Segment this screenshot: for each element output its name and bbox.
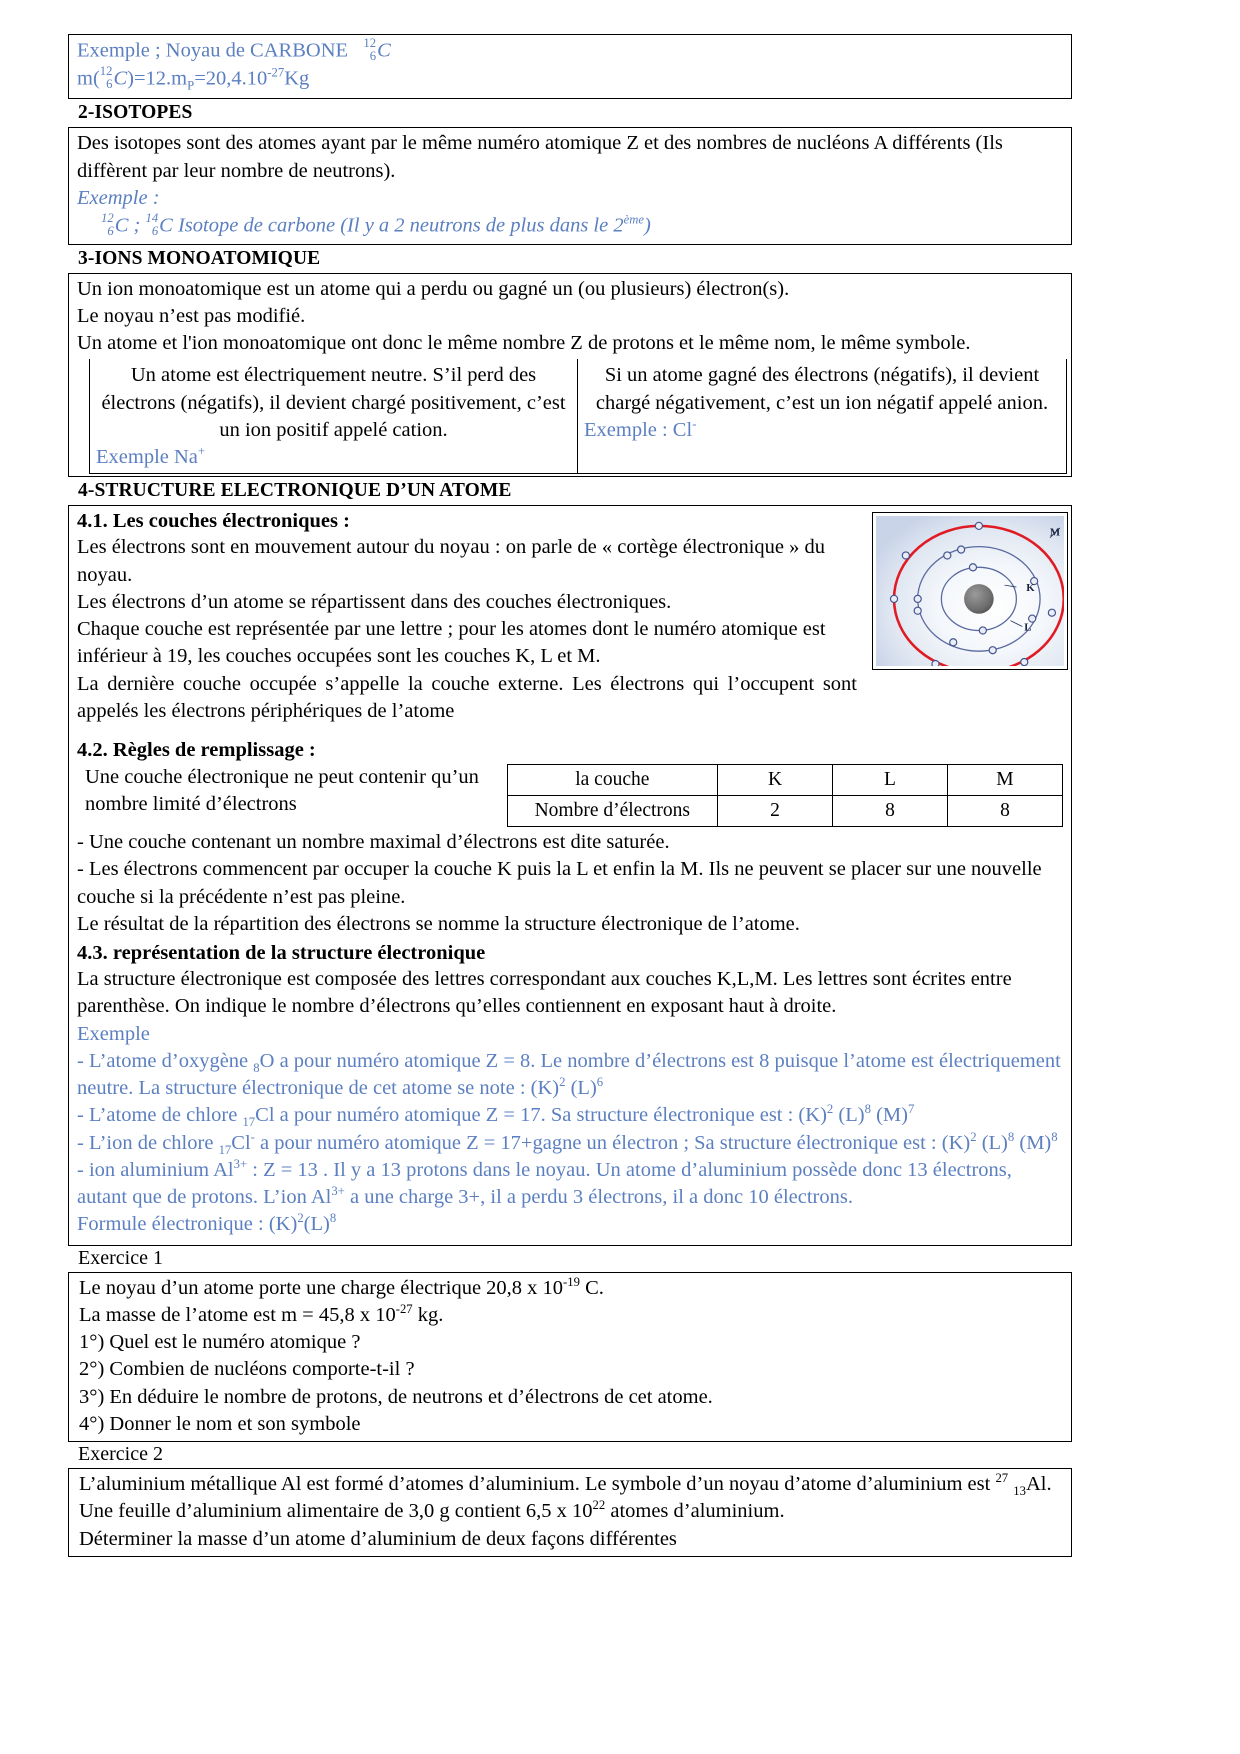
subsection-4-1 — [77, 510, 857, 725]
isotopes-box — [68, 127, 1072, 244]
isotopes-example — [77, 212, 1063, 240]
carbon-example-line2 — [77, 65, 1063, 93]
s43-formula-line: Formule électronique : $(K)^2(L)^8$ — [77, 1211, 337, 1236]
carbon-example-text: Exemple ; Noyau de CARBONE — [77, 39, 349, 62]
anion-description: Si un atome gagné des électrons (négatifs), il devient chargé négativement, c’est un ion négatif appelé anion. — [595, 364, 1049, 414]
atom-figure-canvas — [876, 516, 1064, 666]
carbon-symbol-2: C — [113, 67, 128, 90]
aluminium-charge-1: 3+ — [233, 1157, 248, 1172]
ion-same-symbol-note: Un atome et l'ion monoatomique ont donc le même nombre Z de protons et le même nom, le même symbole. — [77, 332, 971, 355]
ordinal-suffix: ème — [623, 212, 645, 227]
carbon-14-numbers: 14 6 — [145, 211, 159, 239]
s41-p4: La dernière couche occupée s’appelle la couche externe. Les électrons qui l’occupent sont appelés les électrons périphériques de l’atome — [77, 672, 857, 722]
mass-exponent-ex1: -27 — [395, 1302, 413, 1317]
avogadro-exponent: 22 — [592, 1498, 606, 1513]
section-heading-isotopes: 2-ISOTOPES — [78, 102, 193, 124]
isotope-example-text: Isotope de carbone (Il y a 2 neutrons de plus dans le 2 — [172, 214, 624, 237]
s43-example-label: Exemple — [77, 1022, 150, 1045]
ex1-q3: 3°) En déduire le nombre de protons, de neutrons et d’électrons de cet atome. — [79, 1385, 713, 1408]
label-l: L — [1024, 621, 1032, 634]
ex1-q2: 2°) Combien de nucléons comporte-t-il ? — [79, 1358, 415, 1381]
chlorine-z: 17 — [242, 1115, 256, 1130]
atom-shells-figure — [872, 512, 1068, 670]
aluminium-atomic-number: 13 — [1013, 1484, 1026, 1499]
cation-cell — [90, 359, 578, 473]
subsection-4-2-title: 4.2. Règles de remplissage : — [77, 739, 316, 762]
table-row — [507, 765, 1062, 796]
s41-p2: Les électrons d’un atome se répartissent dans des couches électroniques. — [77, 590, 672, 613]
nucleus — [964, 585, 994, 615]
exercice-2-label: Exercice 2 — [78, 1443, 163, 1466]
table-row — [507, 796, 1062, 827]
cation-charge: + — [197, 444, 206, 459]
cation-anion-table — [89, 359, 1067, 474]
ex1-line1: Le noyau d’un atome porte une charge électrique 20,8 x $10^{-19}$ C. — [79, 1274, 604, 1299]
carbon-symbol: C — [377, 39, 391, 62]
section-heading-structure: 4-STRUCTURE ELECTRONIQUE D’UN ATOME — [78, 480, 512, 502]
s42-b2: - Les électrons commencent par occuper la couche K puis la L et enfin la M. Ils ne peuvent se placer sur une nouvelle couche si la précédente n’est pas pleine. — [77, 858, 1042, 908]
subsection-4-1-title: 4.1. Les couches électroniques : — [77, 510, 350, 533]
cation-example: Exemple Na+ — [96, 444, 206, 469]
couche-header-k: K — [718, 765, 833, 796]
couche-header-l: L — [833, 765, 948, 796]
subsection-4-3-title: 4.3. représentation de la structure électronique — [77, 942, 486, 965]
s41-p3: Chaque couche est représentée par une lettre ; pour les atomes dont le numéro atomique est inférieur à 19, les couches occupées sont les couches K, L et M. — [77, 618, 826, 668]
label-k: K — [1026, 582, 1035, 595]
ex2-line2: Déterminer la masse d’un atome d’aluminium de deux façons différentes — [79, 1527, 677, 1550]
chloride-charge: - — [250, 1129, 255, 1144]
carbon-12-symbol: C — [114, 214, 129, 237]
mass-formula-value: =20,4.10 — [194, 67, 268, 90]
cation-description: Un atome est électriquement neutre. S’il perd des électrons (négatifs), il devient chargé positivement, c’est un ion positif appelé cation. — [101, 364, 566, 441]
couche-row — [77, 764, 1063, 827]
mass-unit: Kg — [284, 67, 310, 90]
electrons-m-value: 8 — [947, 796, 1062, 827]
ex2-line1: L’aluminium métallique Al est formé d’atomes d’aluminium. Le symbole d’un noyau d’atome d’aluminium est $^{27}$ $_{13}$Al. Une feuille d’aluminium alimentaire de 3,0 g contient 6,5 x $10^{22}$ atomes d’aluminium. — [79, 1471, 1052, 1523]
exercice-2-box — [68, 1468, 1072, 1557]
document-page — [68, 34, 1072, 1557]
structure-box — [68, 505, 1072, 1245]
carbon-14-symbol: C — [159, 214, 173, 237]
s42-b1: - Une couche contenant un nombre maximal d’électrons est dite saturée. — [77, 831, 670, 854]
anion-example: Exemple : Cl- — [584, 417, 697, 441]
mass-formula-open: m( — [77, 67, 100, 90]
electrons-row-label: Nombre d’électrons — [507, 796, 717, 827]
mass-exponent: -27 — [267, 65, 285, 80]
ion-definition: Un ion monoatomique est un atome qui a perdu ou gagné un (ou plusieurs) électron(s). — [77, 277, 790, 300]
proton-subscript: P — [187, 78, 195, 93]
couche-table — [507, 764, 1063, 827]
anion-cell — [578, 359, 1066, 473]
s42-b3: Le résultat de la répartition des électrons se nomme la structure électronique de l’atome. — [77, 912, 800, 935]
s41-p1: Les électrons sont en mouvement autour du noyau : on parle de « cortège électronique » du noyau. — [77, 536, 826, 586]
carbon-nuclide-numbers: 12 6 — [363, 36, 377, 63]
isotopes-definition: Des isotopes sont des atomes ayant par le même numéro atomique Z et des nombres de nucléons A différents (Ils diffèrent par leur nombre de neutrons). — [77, 132, 1003, 182]
s43-p1: La structure électronique est composée des lettres correspondant aux couches K,L,M. Les lettres sont écrites entre parenthèse. On indique le nombre d’électrons qu’elles contiennent en exposant haut à droite. — [77, 968, 1012, 1018]
mass-formula-mid: )=12.m — [127, 67, 188, 90]
carbon-nuclide-numbers-2: 12 6 — [99, 63, 113, 91]
s43-chlorine-example: - L’atome de chlore $_{17}$Cl a pour numéro atomique Z = 17. Sa structure électronique est : $(K)^2$ $(L)^8$ $(M)^7$ — [77, 1102, 915, 1130]
couche-note: Une couche électronique ne peut contenir qu’un nombre limité d’électrons — [85, 766, 479, 816]
aluminium-charge-2: 3+ — [331, 1184, 345, 1199]
exercice-1-box — [68, 1272, 1072, 1443]
carbon-example-line1 — [77, 37, 1063, 65]
anion-charge: - — [692, 417, 697, 432]
ex1-line2: La masse de l’atome est m = 45,8 x $10^{-27}$ kg. — [79, 1302, 444, 1326]
couche-header-m: M — [947, 765, 1062, 796]
ex1-q1: 1°) Quel est le numéro atomique ? — [79, 1331, 361, 1354]
carbon-12-numbers: 12 6 — [101, 211, 114, 239]
ex1-q4: 4°) Donner le nom et son symbole — [79, 1412, 361, 1435]
ions-box — [68, 273, 1072, 478]
ion-nucleus-note: Le noyau n’est pas modifié. — [77, 304, 306, 327]
electrons-k-value: 2 — [718, 796, 833, 827]
s43-oxygen-example: - L’atome d’oxygène $_8$O a pour numéro atomique Z = 8. Le nombre d’électrons est 8 puisque l’atome est électriquement neutre. La structure électronique de cet atome se note : $(K)^2$ $(L)^6$ — [77, 1049, 1061, 1100]
chloride-z: 17 — [218, 1142, 232, 1157]
exercice-1-label: Exercice 1 — [78, 1246, 163, 1269]
example-separator: ; — [128, 214, 146, 237]
couche-header-label: la couche — [507, 765, 717, 796]
oxygen-z: 8 — [253, 1061, 260, 1076]
example-close-paren: ) — [644, 214, 651, 237]
section-heading-ions: 3-IONS MONOATOMIQUE — [78, 247, 321, 269]
carbon-example-box — [68, 34, 1072, 99]
atom-diagram-svg — [876, 516, 1064, 666]
isotopes-example-label: Exemple : — [77, 186, 160, 209]
label-m: M — [1049, 527, 1061, 540]
electrons-l-value: 8 — [833, 796, 948, 827]
s43-chloride-ion-example: - L’ion de chlore $_{17}$Cl- a pour numéro atomique Z = 17+gagne un électron ; Sa structure électronique est : $(K)^2$ $(L)^8$ $(M)^8$ — [77, 1129, 1058, 1157]
aluminium-mass-number: 27 — [995, 1471, 1009, 1486]
charge-exponent: -19 — [563, 1274, 580, 1289]
s43-aluminium-ion-example: - ion aluminium $Al^{3+}$ : Z = 13 . Il y a 13 protons dans le noyau. Un atome d’aluminium possède donc 13 électrons, autant que de protons. L’ion $Al^{3+}$ a une charge 3+, il a perdu 3 électrons, il a donc 10 électrons. — [77, 1157, 1012, 1209]
